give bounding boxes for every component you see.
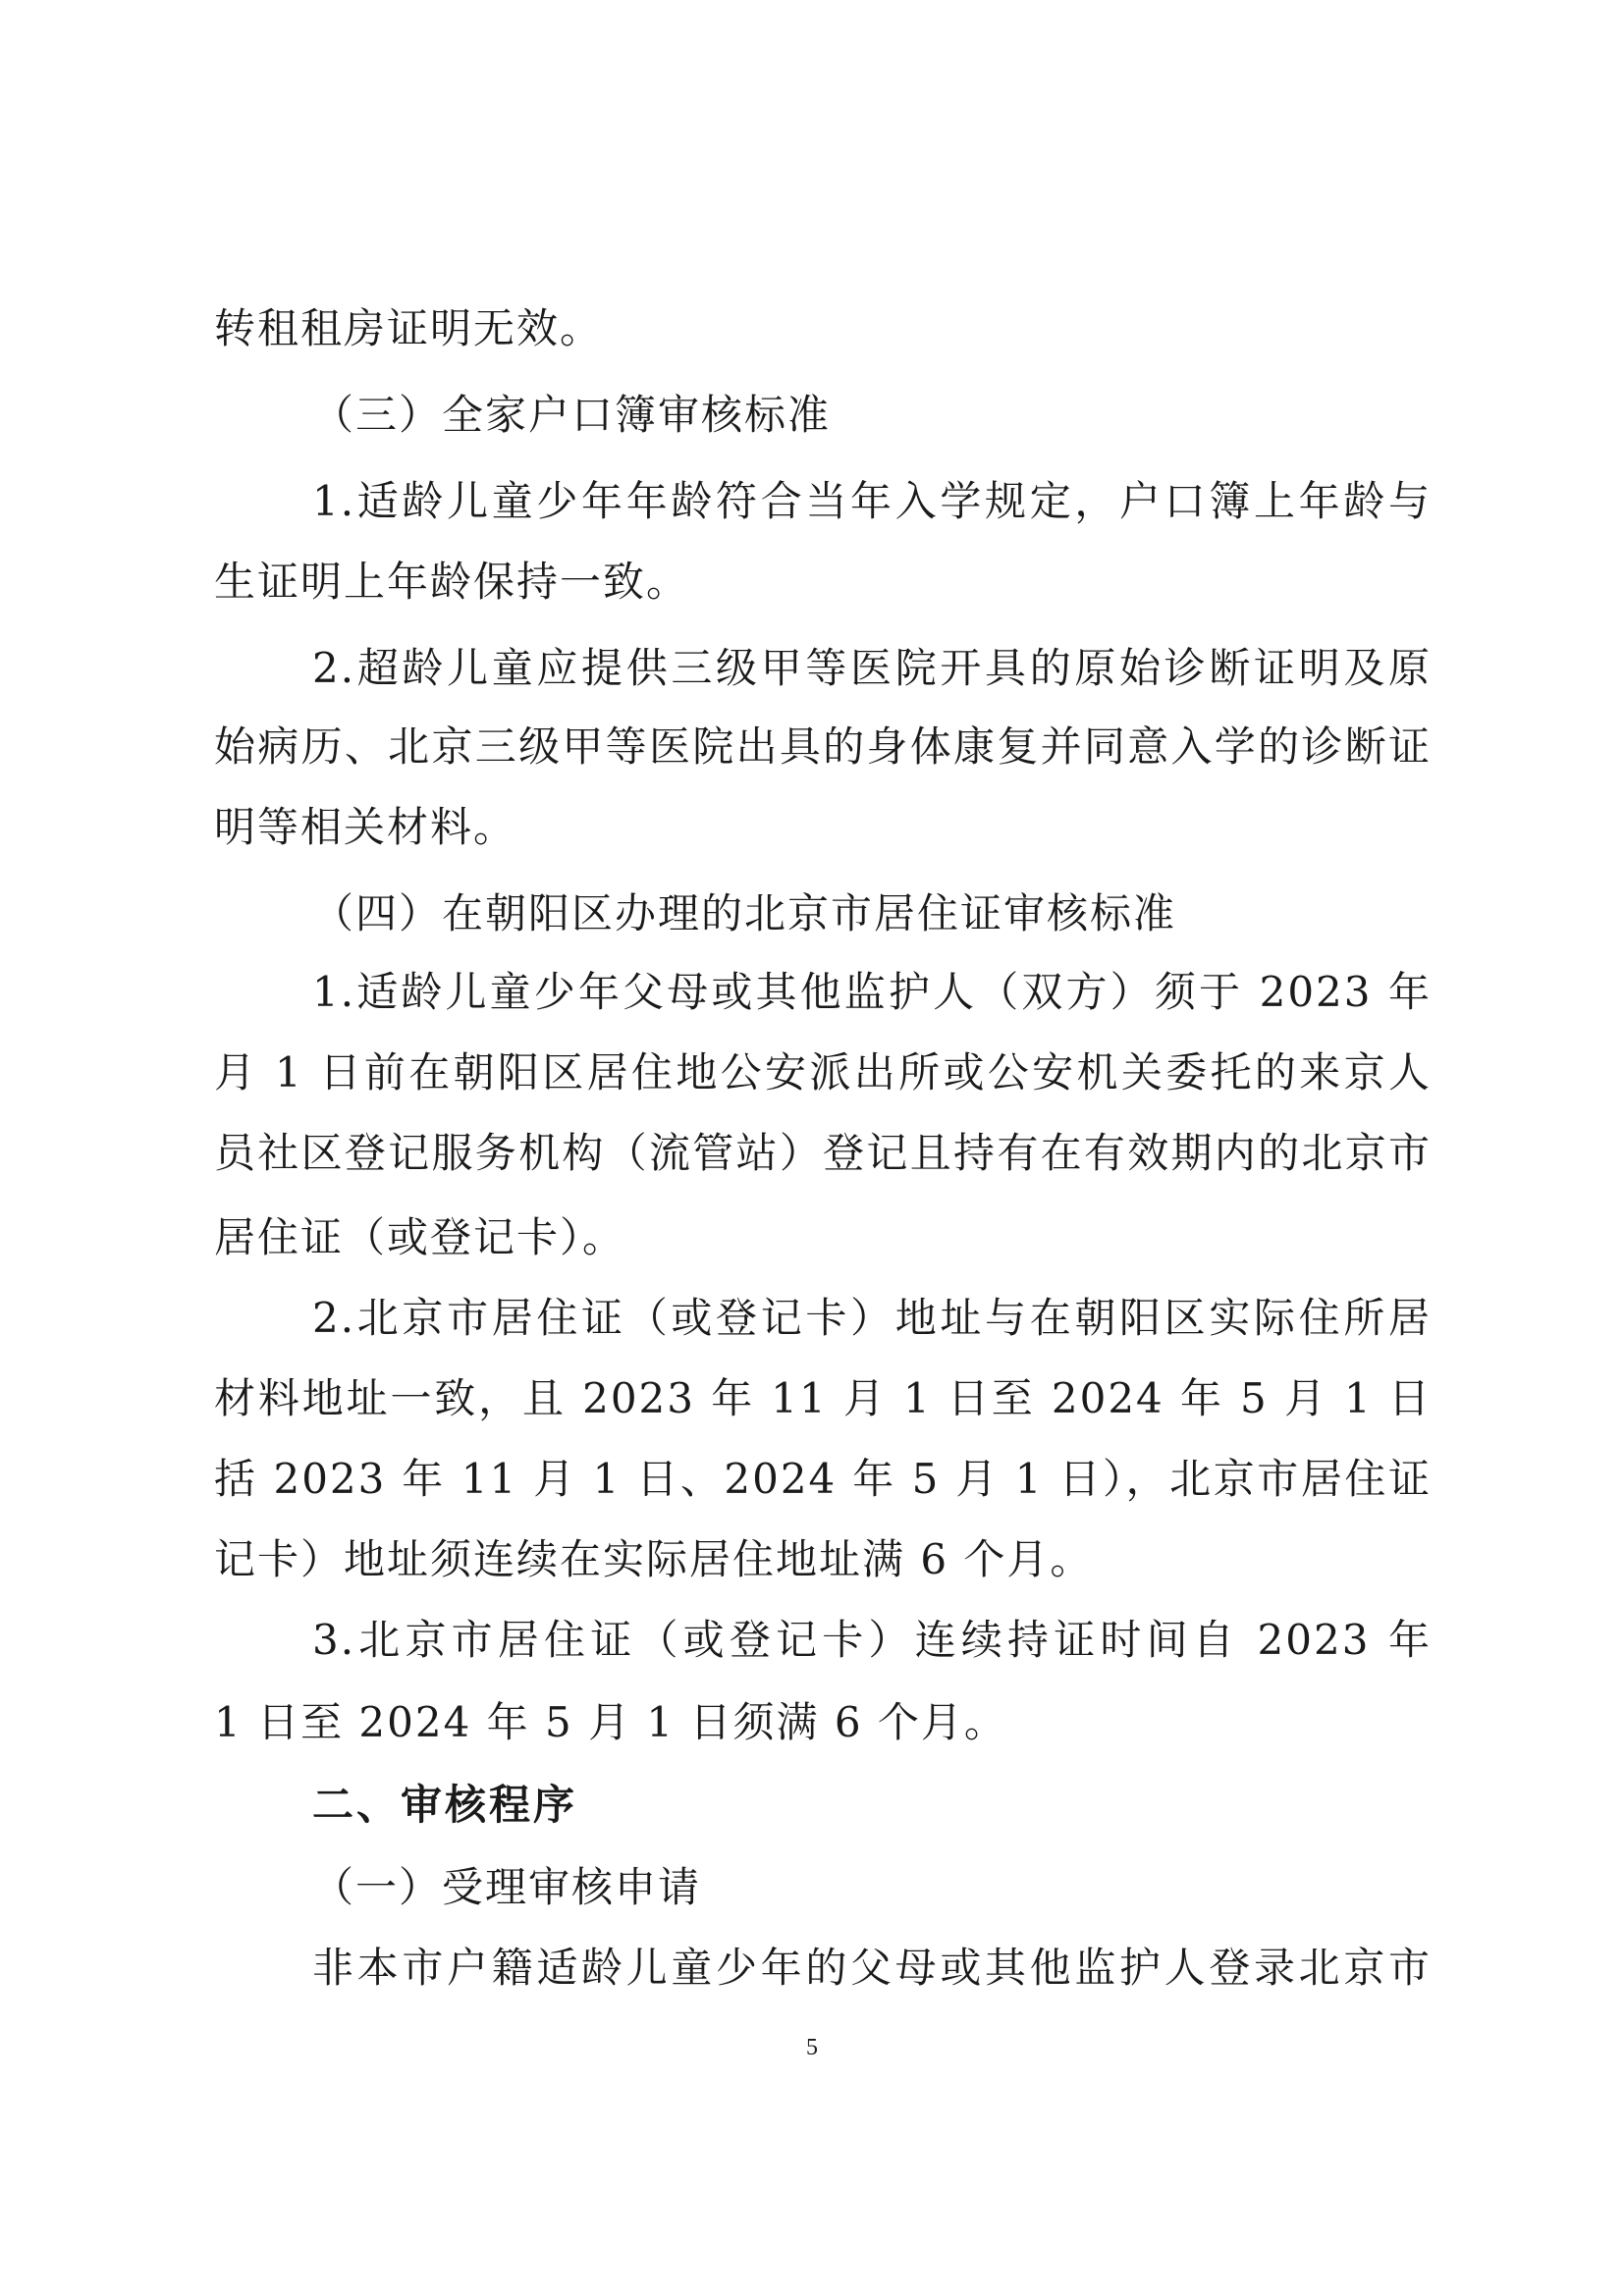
paragraph-line: 员社区登记服务机构（流管站）登记且持有在有效期内的北京市 (214, 1129, 1432, 1177)
paragraph-line: 1.适龄儿童少年父母或其他监护人（双方）须于 2023 年 (312, 968, 1432, 1016)
paragraph-line: 3.北京市居住证（或登记卡）连续持证时间自 2023 年 (312, 1616, 1432, 1664)
paragraph-line: 始病历、北京三级甲等医院出具的身体康复并同意入学的诊断证 (214, 722, 1432, 771)
paragraph-line: 居住证（或登记卡）。 (214, 1213, 626, 1261)
chapter-heading: 二、审核程序 (312, 1781, 578, 1829)
section-heading: （三）全家户口簿审核标准 (312, 391, 832, 439)
section-heading: （一）受理审核申请 (312, 1863, 702, 1911)
page-number: 5 (806, 2035, 818, 2060)
paragraph-line: 1.适龄儿童少年年龄符合当年入学规定，户口簿上年龄与 (312, 477, 1432, 525)
paragraph-line: 非本市户籍适龄儿童少年的父母或其他监护人登录北京市 (312, 1944, 1432, 1992)
paragraph-line: 2.北京市居住证（或登记卡）地址与在朝阳区实际住所居 (312, 1294, 1432, 1342)
paragraph-line: 括 2023 年 11 月 1 日、2024 年 5 月 1 日），北京市居住证 (214, 1455, 1432, 1503)
section-heading: （四）在朝阳区办理的北京市居住证审核标准 (312, 889, 1177, 937)
paragraph-line: 月 1 日前在朝阳区居住地公安派出所或公安机关委托的来京人 (214, 1048, 1432, 1096)
paragraph-line: 1 日至 2024 年 5 月 1 日须满 6 个月。 (214, 1698, 1007, 1746)
paragraph-line: 材料地址一致，且 2023 年 11 月 1 日至 2024 年 5 月 1 日 (214, 1374, 1432, 1422)
paragraph-line: 明等相关材料。 (214, 803, 517, 851)
paragraph-line: 生证明上年龄保持一致。 (214, 558, 690, 606)
paragraph-line: 记卡）地址须连续在实际居住地址满 6 个月。 (214, 1535, 1094, 1583)
paragraph-line: 2.超龄儿童应提供三级甲等医院开具的原始诊断证明及原 (312, 644, 1432, 692)
paragraph-line: 转租租房证明无效。 (214, 304, 604, 352)
